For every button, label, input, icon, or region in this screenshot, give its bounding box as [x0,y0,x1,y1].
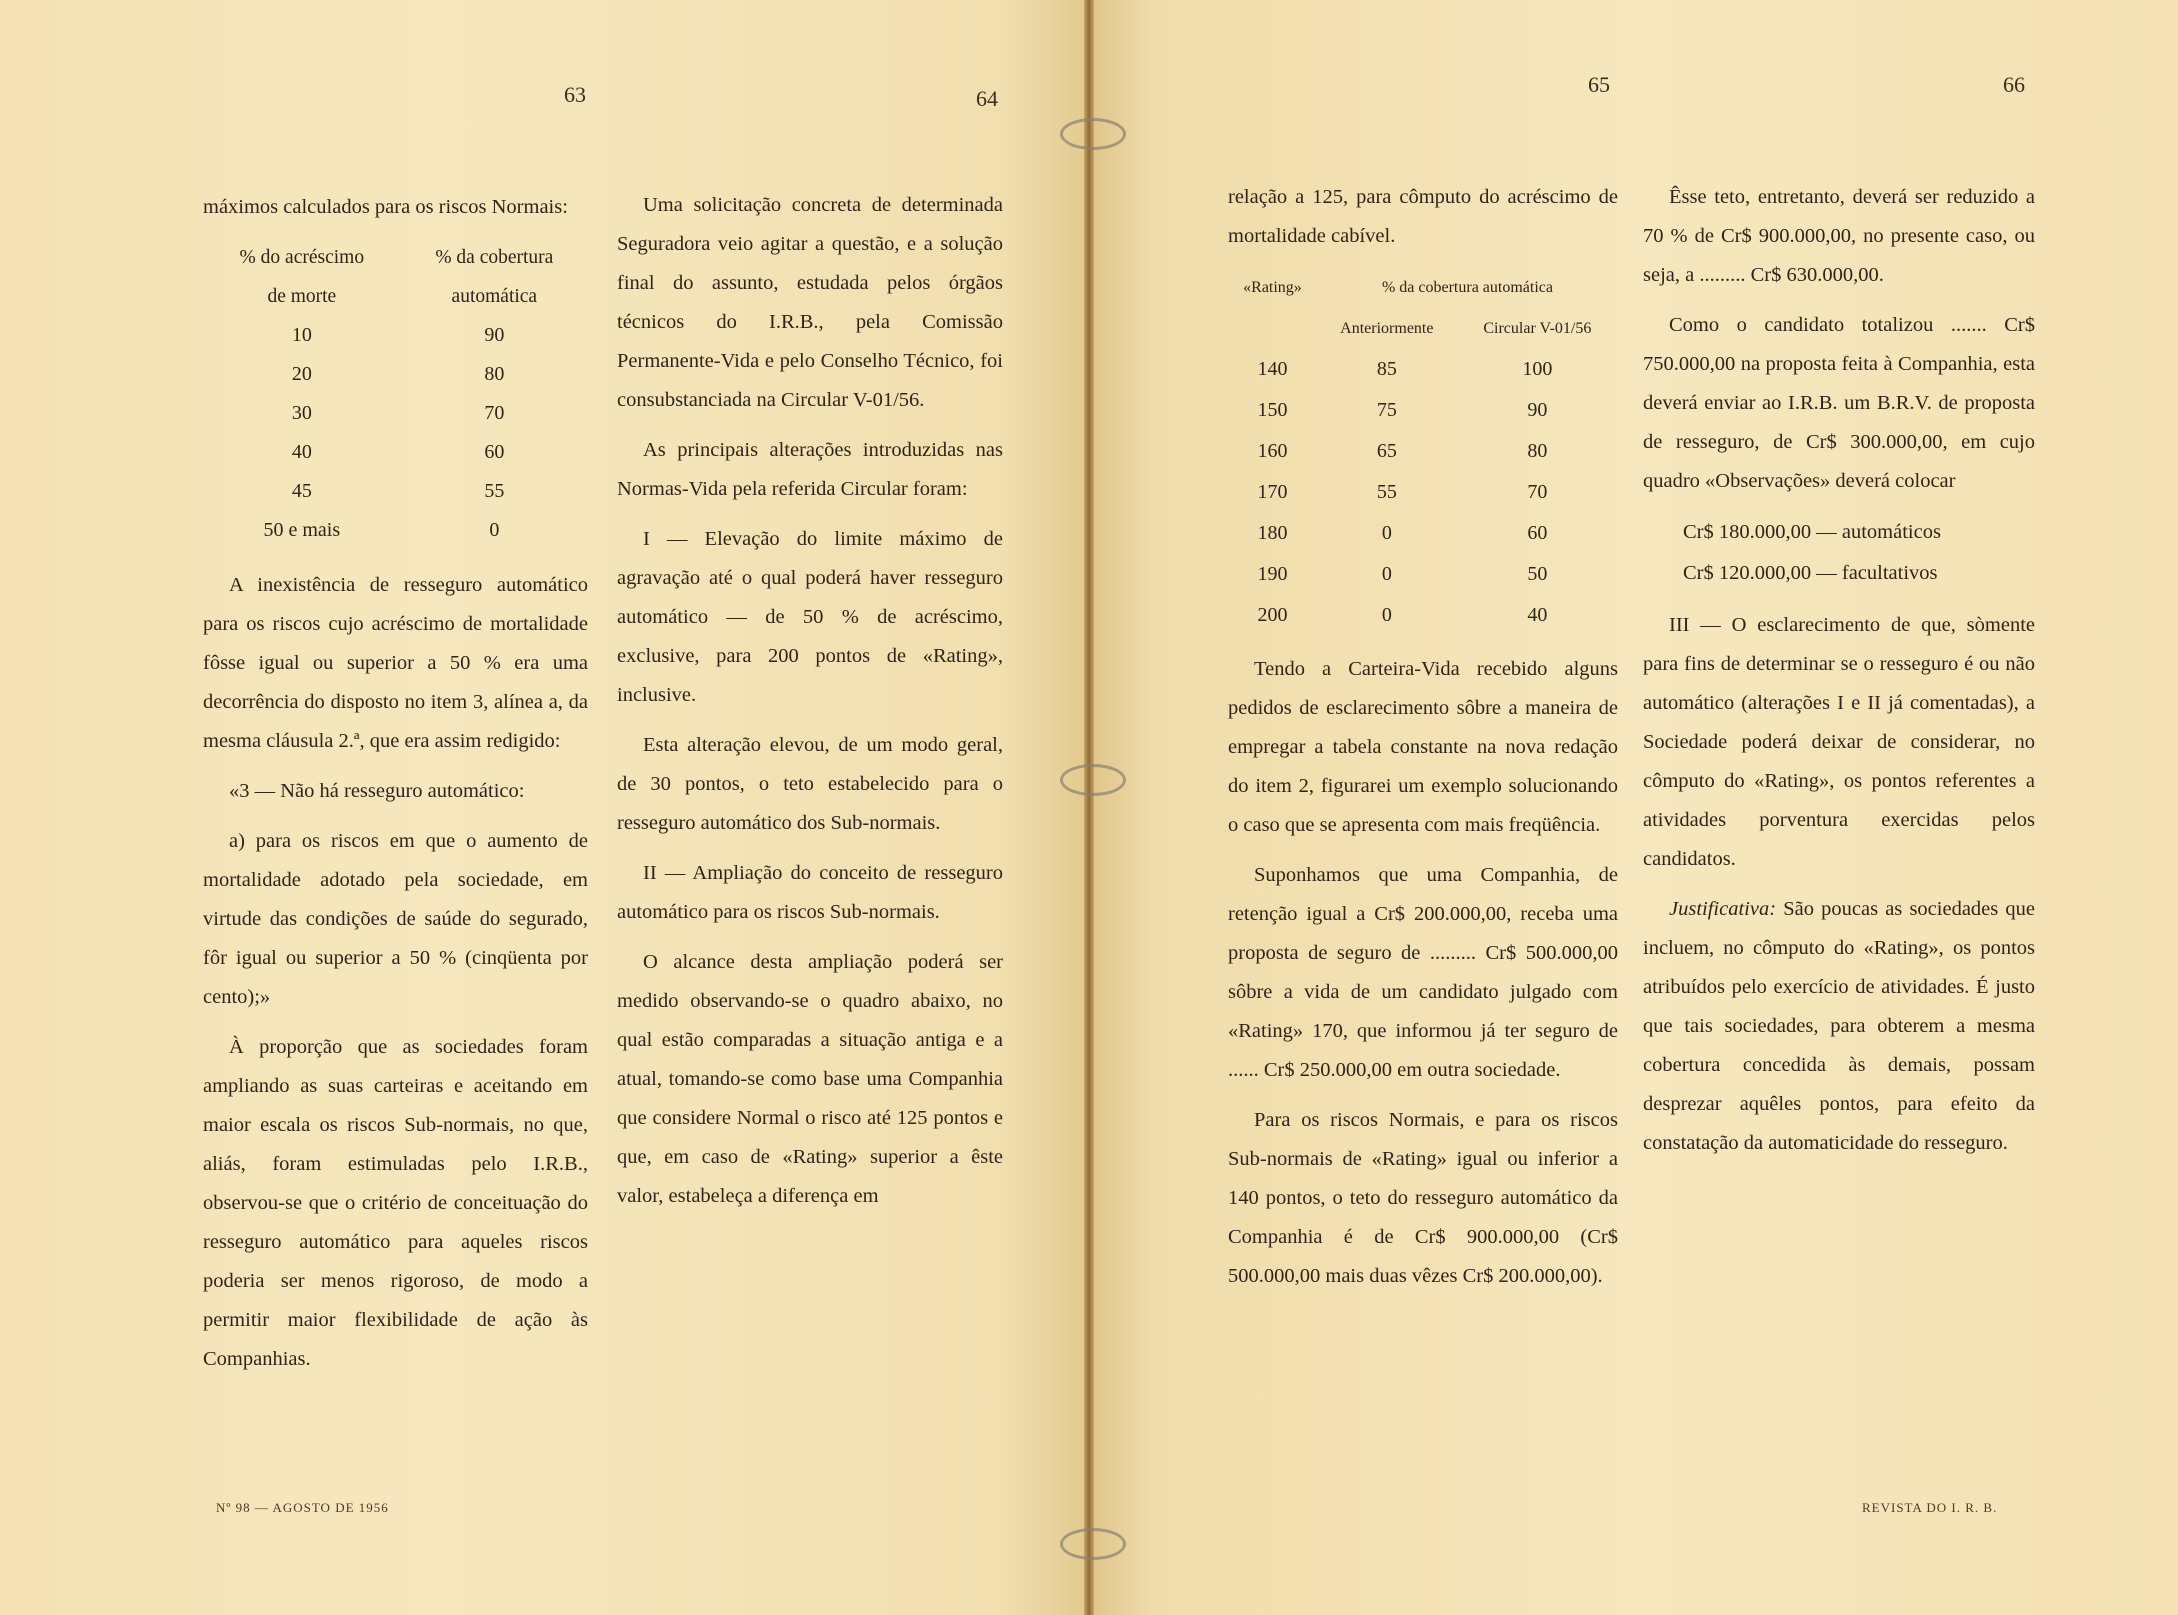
table-cell: 90 [484,324,505,346]
table-cell: 55 [484,480,505,502]
table-cell: 100 [1522,358,1553,380]
table-cell: 200 [1257,604,1288,626]
page-number-63: 63 [564,82,586,107]
table-row [203,355,588,394]
table-cell: 140 [1257,358,1288,380]
paragraph: A inexistência de resseguro automático para os riscos cujo acréscimo de mortalidade fôsse igual ou superior a 50 % era uma decorrência do disposto no item 3, alínea a, da mesma cláusula 2.ª, que era assim redigido: [203,574,588,752]
table-header: Circular V-01/56 [1483,320,1592,337]
paragraph: À proporção que as sociedades foram ampliando as suas carteiras e aceitando em maior escala os riscos Sub-normais, no que, aliás, foram estimuladas pelo I.R.B., observou-se que o critério de conceituação do resseguro automático para aqueles riscos poderia ser menos rigoroso, de modo a permitir maior flexibilidade de ação às Companhias. [203,1036,588,1370]
table-header: «Rating» [1243,279,1302,296]
paragraph: relação a 125, para cômputo do acréscimo de mortalidade cabível. [1228,186,1618,247]
table-row [1228,390,1618,431]
table-header-row [1228,267,1618,308]
rating-table [1228,267,1618,636]
table-cell: 65 [1376,440,1397,462]
table-cell: 60 [484,441,505,463]
paragraph: Tendo a Carteira-Vida recebido alguns pedidos de esclarecimento sôbre a maneira de empregar a tabela constante na nova redação do item 2, figurarei um exemplo solucionando o caso que se apresenta com mais freqüência. [1228,658,1618,836]
table-cell: 180 [1257,522,1288,544]
page-number-64: 64 [976,86,998,111]
paragraph: Esta alteração elevou, de um modo geral, de 30 pontos, o teto estabelecido para o resseguro automático dos Sub-normais. [617,734,1003,834]
table-cell: 30 [291,402,312,424]
table-cell: 50 [1527,563,1548,585]
table-row [1228,513,1618,554]
table-row [1228,554,1618,595]
table-cell: 0 [1381,563,1392,585]
paragraph: Uma solicitação concreta de determinada Seguradora veio agitar a questão, e a solução final do assunto, estudada pelos órgãos técnicos do I.R.B., pela Comissão Permanente-Vida e pelo Conselho Técnico, foi consubstanciada na Circular V-01/56. [617,194,1003,411]
paragraph: III — O esclarecimento de que, sòmente para fins de determinar se o resseguro é ou não automático (alterações I e II já comentadas), a Sociedade poderá deixar de considerar, no cômputo do «Rating», os pontos referentes a atividades porventura exercidas pelos candidatos. [1643,614,2035,870]
table-cell: 10 [291,324,312,346]
paragraph: Êsse teto, entretanto, deverá ser reduzido a 70 % de Cr$ 900.000,00, no presente caso, ou seja, a ......... Cr$ 630.000,00. [1643,186,2035,286]
table-header-row [203,238,588,277]
table-cell: 55 [1376,481,1397,503]
paragraph: «3 — Não há resseguro automático: [229,780,525,802]
table-cell: 40 [291,441,312,463]
paragraph: Como o candidato totalizou ....... Cr$ 750.000,00 na proposta feita à Companhia, esta deverá enviar ao I.R.B. um B.R.V. de proposta de resseguro, de Cr$ 300.000,00, em cujo quadro «Observações» deverá colocar [1643,314,2035,492]
table-row [203,394,588,433]
table-row [1228,349,1618,390]
paragraph: máximos calculados para os riscos Normais: [203,196,568,218]
table-cell: 40 [1527,604,1548,626]
column-page-64 [617,186,1003,1227]
mortality-table [203,238,588,550]
table-cell: 190 [1257,563,1288,585]
table-cell: 60 [1527,522,1548,544]
justificativa-label: Justificativa: [1669,898,1777,920]
table-cell: 70 [1527,481,1548,503]
table-cell: 75 [1376,399,1397,421]
table-cell: 85 [1376,358,1397,380]
table-header: automática [451,286,538,307]
table-header: % do acréscimo [239,247,365,268]
page-number-65: 65 [1588,72,1610,97]
book-gutter [1084,0,1094,1615]
table-cell: 90 [1527,399,1548,421]
binding-stitch [1060,764,1126,796]
page-number-66: 66 [2003,72,2025,97]
table-row [1228,431,1618,472]
table-cell: 0 [489,519,500,541]
paragraph: II — Ampliação do conceito de resseguro automático para os riscos Sub-normais. [617,862,1003,923]
footer-issue: Nº 98 — AGOSTO DE 1956 [216,1500,389,1515]
binding-stitch [1060,1528,1126,1560]
paragraph: a) para os riscos em que o aumento de mortalidade adotado pela sociedade, em virtude das condições de saúde do segurado, fôr igual ou superior a 50 % (cinqüenta por cento);» [203,830,588,1008]
table-header: Anteriormente [1340,320,1434,337]
paragraph: Suponhamos que uma Companhia, de retenção igual a Cr$ 200.000,00, receba uma proposta de seguro de ......... Cr$ 500.000,00 sôbre a vida de um candidato julgado com «Rating» 170, que informou já ter seguro de ...... Cr$ 250.000,00 em outra sociedade. [1228,864,1618,1081]
table-row [203,316,588,355]
table-cell: 80 [1527,440,1548,462]
table-cell: 20 [291,363,312,385]
table-header-row [203,277,588,316]
table-cell: 150 [1257,399,1288,421]
table-cell: 80 [484,363,505,385]
table-header: % da cobertura automática [1381,279,1553,296]
table-row [203,433,588,472]
table-header: de morte [267,286,337,307]
paragraph: As principais alterações introduzidas nas Normas-Vida pela referida Circular foram: [617,439,1003,500]
paragraph-text: São poucas as sociedades que incluem, no cômputo do «Rating», os pontos atribuídos pelo exercício de atividades. É justo que tais sociedades, para obterem a mesma cobertura concedida às demais, possam desprezar aquêles pontos, para efeito da constatação da automaticidade do resseguro. [1643,898,2036,1154]
table-cell: 170 [1257,481,1288,503]
table-header: % da cobertura [435,247,554,268]
table-row [203,511,588,550]
table-row [1228,595,1618,636]
column-page-66 [1643,178,2035,1174]
column-page-63 [203,188,588,1390]
paragraph: Para os riscos Normais, e para os riscos Sub-normais de «Rating» igual ou inferior a 140 pontos, o teto do resseguro automático da Companhia é de Cr$ 900.000,00 (Cr$ 500.000,00 mais duas vêzes Cr$ 200.000,00). [1228,1109,1618,1287]
paragraph: I — Elevação do limite máximo de agravação até o qual poderá haver resseguro automático — de 50 % de acréscimo, exclusive, para 200 pontos de «Rating», inclusive. [617,528,1003,706]
table-cell: 50 e mais [263,519,341,541]
table-row [1228,472,1618,513]
paragraph [1643,890,2035,1163]
amount-line: Cr$ 180.000,00 — automáticos [1683,521,1941,543]
table-cell: 0 [1381,522,1392,544]
amount-line: Cr$ 120.000,00 — facultativos [1683,562,1938,584]
column-page-65 [1228,178,1618,1307]
table-cell: 160 [1257,440,1288,462]
table-row [203,472,588,511]
binding-stitch [1060,118,1126,150]
table-cell: 45 [291,480,312,502]
footer-journal: REVISTA DO I. R. B. [1862,1500,1998,1515]
table-cell: 70 [484,402,505,424]
paragraph: O alcance desta ampliação poderá ser medido observando-se o quadro abaixo, no qual estão comparadas a situação antiga e a atual, tomando-se como base uma Companhia que considere Normal o risco até 125 pontos e que, em caso de «Rating» superior a êste valor, estabeleça a diferença em [617,951,1003,1207]
table-cell: 0 [1381,604,1392,626]
